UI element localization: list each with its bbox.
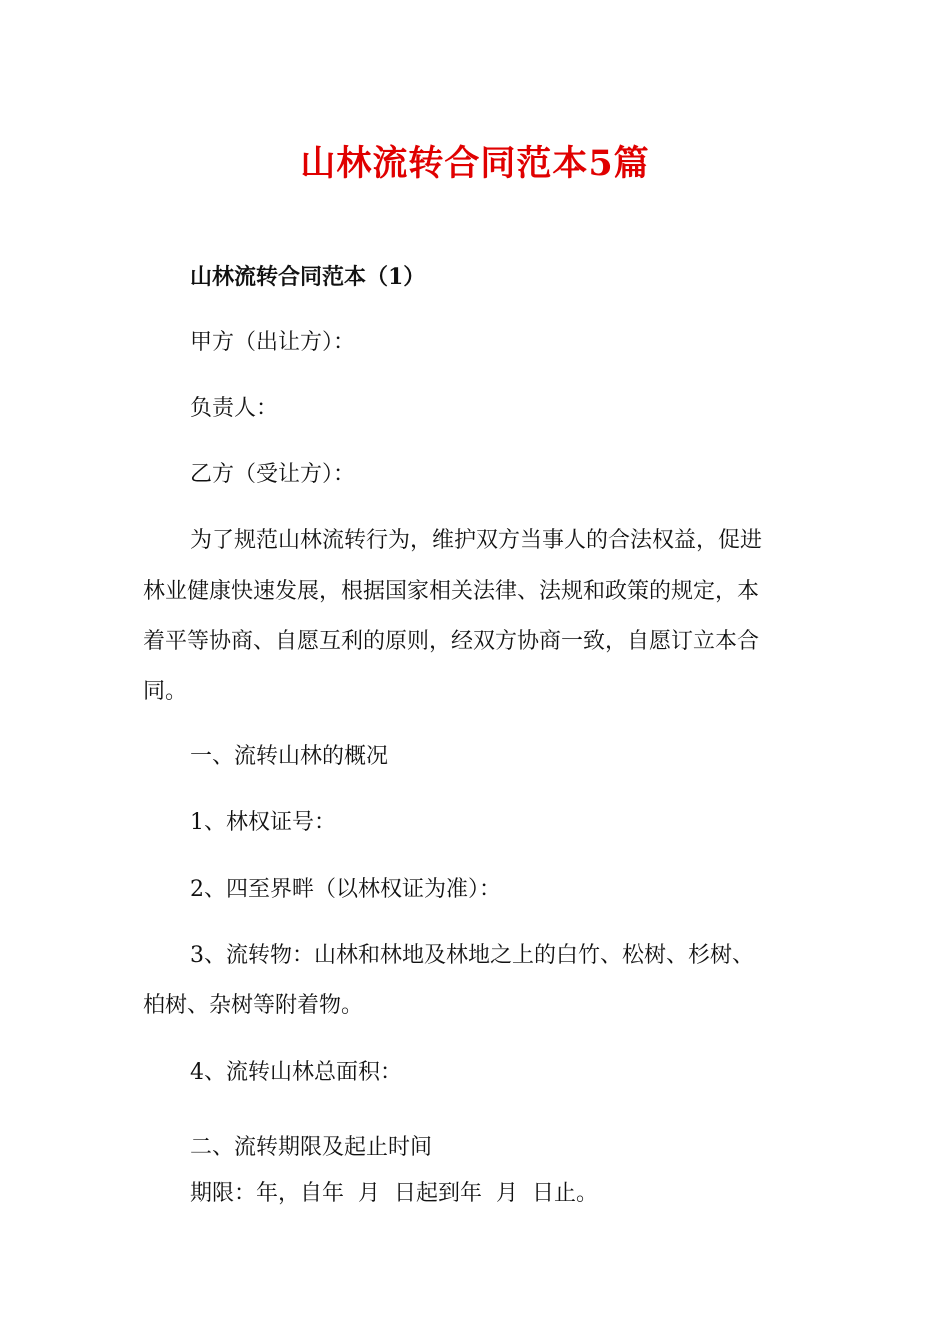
intro-paragraph-line-2: 林业健康快速发展，根据国家相关法律、法规和政策的规定，本	[143, 579, 760, 604]
article-2-title: 二、流转期限及起止时间	[190, 1135, 433, 1160]
article-1-title: 一、流转山林的概况	[190, 744, 389, 769]
party-b-line: 乙方（受让方）：	[190, 462, 356, 487]
intro-paragraph-line-1: 为了规范山林流转行为，维护双方当事人的合法权益，促进	[190, 528, 763, 553]
intro-paragraph-line-3: 着平等协商、自愿互利的原则，经双方协商一致，自愿订立本合	[143, 629, 760, 654]
item-1-line: 1、林权证号：	[190, 810, 336, 835]
party-a-line: 甲方（出让方）：	[190, 330, 356, 355]
term-line: 期限：年，自年 月 日起到年 月 日止。	[190, 1181, 598, 1206]
document-title: 山林流转合同范本5篇	[300, 143, 650, 184]
item-3-line-2: 柏树、杂树等附着物。	[143, 993, 364, 1018]
section-heading: 山林流转合同范本（1）	[190, 264, 426, 290]
item-4-line: 4、流转山林总面积：	[190, 1060, 402, 1085]
responsible-line: 负责人：	[190, 396, 279, 421]
item-2-line: 2、四至界畔（以林权证为准）：	[190, 877, 501, 902]
intro-paragraph-line-4: 同。	[143, 679, 188, 704]
item-3-line-1: 3、流转物：山林和林地及林地之上的白竹、松树、杉树、	[190, 943, 754, 968]
